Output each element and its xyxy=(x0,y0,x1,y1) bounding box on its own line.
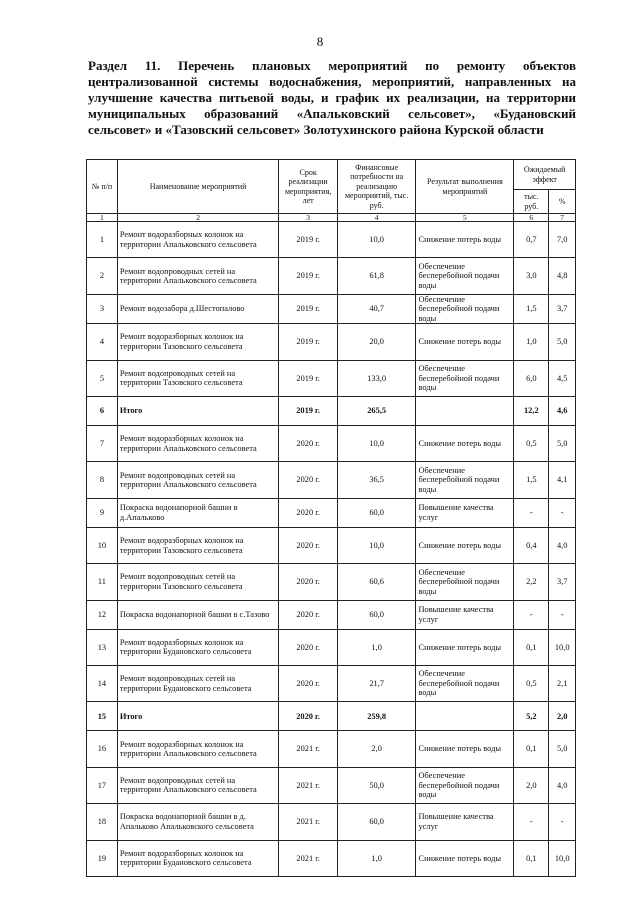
table-total-row xyxy=(87,397,576,426)
measure-cost: 21,7 xyxy=(337,666,416,702)
header-term: Срок реализации мероприятия, лет xyxy=(279,160,337,214)
effect-rub: 0,5 xyxy=(514,666,549,702)
measure-result: Снижение потерь воды xyxy=(416,222,514,258)
measure-term: 2019 г. xyxy=(279,222,337,258)
row-number: 6 xyxy=(87,397,118,426)
measure-name: Ремонт водоразборных колонок на территории Апальковского сельсовета xyxy=(117,222,279,258)
effect-rub: 5,2 xyxy=(514,702,549,731)
measures-table xyxy=(86,159,576,877)
effect-pct: 4,0 xyxy=(549,527,576,563)
measure-term: 2021 г. xyxy=(279,804,337,840)
column-number: 7 xyxy=(549,214,576,222)
table-row xyxy=(87,666,576,702)
table-row xyxy=(87,258,576,294)
table-total-row xyxy=(87,702,576,731)
measure-cost: 265,5 xyxy=(337,397,416,426)
row-number: 4 xyxy=(87,324,118,360)
measure-term: 2020 г. xyxy=(279,527,337,563)
table-row xyxy=(87,804,576,840)
measure-term: 2020 г. xyxy=(279,462,337,498)
measure-term: 2021 г. xyxy=(279,840,337,876)
measure-result: Повышение качества услуг xyxy=(416,600,514,629)
effect-pct: 5,0 xyxy=(549,324,576,360)
row-number: 19 xyxy=(87,840,118,876)
measure-cost: 60,0 xyxy=(337,600,416,629)
measure-cost: 60,6 xyxy=(337,564,416,600)
measure-term: 2019 г. xyxy=(279,397,337,426)
header-effect-rub: тыс. руб. xyxy=(514,190,549,214)
measure-result xyxy=(416,397,514,426)
header-num: № п/п xyxy=(87,160,118,214)
row-number: 7 xyxy=(87,426,118,462)
measure-term: 2021 г. xyxy=(279,767,337,803)
measure-term: 2020 г. xyxy=(279,564,337,600)
measure-result: Обеспечение бесперебойной подачи воды xyxy=(416,294,514,324)
effect-rub: - xyxy=(514,804,549,840)
table-row xyxy=(87,222,576,258)
effect-rub: 0,1 xyxy=(514,840,549,876)
table-row xyxy=(87,498,576,527)
effect-pct: - xyxy=(549,600,576,629)
header-result: Результат выполнения мероприятий xyxy=(416,160,514,214)
measure-name: Ремонт водоразборных колонок на территории Апальковского сельсовета xyxy=(117,426,279,462)
measure-cost: 50,0 xyxy=(337,767,416,803)
measure-term: 2020 г. xyxy=(279,426,337,462)
measure-name: Ремонт водоразборных колонок на территории Тазовского сельсовета xyxy=(117,324,279,360)
measure-name: Ремонт водопроводных сетей на территории Апальковского сельсовета xyxy=(117,767,279,803)
measure-result: Обеспечение бесперебойной подачи воды xyxy=(416,666,514,702)
measure-term: 2020 г. xyxy=(279,702,337,731)
column-number: 6 xyxy=(514,214,549,222)
measure-result: Обеспечение бесперебойной подачи воды xyxy=(416,360,514,396)
row-number: 1 xyxy=(87,222,118,258)
table-row xyxy=(87,600,576,629)
section-title: Раздел 11. Перечень плановых мероприятий по ремонту объектов централизованной системы водоснабжения, мероприятий, направленных на улучшение качества питьевой воды, и график их реализации, на территории муниципальных образований «Апальковский сельсовет», «Будановский сельсовет» и «Тазовский сельсовет» Золотухинского района Курской области xyxy=(88,58,576,137)
measure-term: 2019 г. xyxy=(279,258,337,294)
measure-name: Ремонт водоразборных колонок на территории Тазовского сельсовета xyxy=(117,527,279,563)
measure-cost: 10,0 xyxy=(337,527,416,563)
measure-term: 2020 г. xyxy=(279,498,337,527)
effect-rub: 0,7 xyxy=(514,222,549,258)
measure-name: Ремонт водоразборных колонок на территории Будановского сельсовета xyxy=(117,629,279,665)
measure-cost: 10,0 xyxy=(337,222,416,258)
column-number: 2 xyxy=(117,214,279,222)
measure-name: Ремонт водопроводных сетей на территории Тазовского сельсовета xyxy=(117,564,279,600)
row-number: 3 xyxy=(87,294,118,324)
measure-cost: 259,8 xyxy=(337,702,416,731)
measure-name: Ремонт водоразборных колонок на территории Будановского сельсовета xyxy=(117,840,279,876)
effect-pct: 5,0 xyxy=(549,731,576,767)
measure-result: Обеспечение бесперебойной подачи воды xyxy=(416,462,514,498)
effect-rub: 6,0 xyxy=(514,360,549,396)
effect-rub: 1,0 xyxy=(514,324,549,360)
effect-pct: 3,7 xyxy=(549,564,576,600)
measure-name: Итого xyxy=(117,702,279,731)
header-effect: Ожидаемый эффект xyxy=(514,160,576,190)
measure-result: Обеспечение бесперебойной подачи воды xyxy=(416,564,514,600)
effect-pct: 4,0 xyxy=(549,767,576,803)
measure-result: Повышение качества услуг xyxy=(416,804,514,840)
measure-cost: 1,0 xyxy=(337,840,416,876)
table-row xyxy=(87,360,576,396)
measure-name: Покраска водонапорной башни в д. Апальково Апальковского сельсовета xyxy=(117,804,279,840)
measure-result: Снижение потерь воды xyxy=(416,324,514,360)
effect-rub: 0,4 xyxy=(514,527,549,563)
column-number: 5 xyxy=(416,214,514,222)
measure-result: Снижение потерь воды xyxy=(416,527,514,563)
measure-term: 2019 г. xyxy=(279,294,337,324)
table-row xyxy=(87,426,576,462)
header-effect-pct: % xyxy=(549,190,576,214)
effect-rub: 2,0 xyxy=(514,767,549,803)
measure-name: Итого xyxy=(117,397,279,426)
effect-rub: 3,0 xyxy=(514,258,549,294)
measure-result: Повышение качества услуг xyxy=(416,498,514,527)
measure-result: Снижение потерь воды xyxy=(416,426,514,462)
effect-rub: 1,5 xyxy=(514,294,549,324)
measure-name: Ремонт водопроводных сетей на территории Тазовского сельсовета xyxy=(117,360,279,396)
effect-rub: 0,1 xyxy=(514,731,549,767)
measure-term: 2019 г. xyxy=(279,360,337,396)
row-number: 11 xyxy=(87,564,118,600)
effect-pct: 4,6 xyxy=(549,397,576,426)
header-name: Наименование мероприятий xyxy=(117,160,279,214)
effect-rub: 12,2 xyxy=(514,397,549,426)
measure-result: Снижение потерь воды xyxy=(416,731,514,767)
table-row xyxy=(87,324,576,360)
table-row xyxy=(87,462,576,498)
effect-pct: 5,0 xyxy=(549,426,576,462)
table-row xyxy=(87,840,576,876)
row-number: 15 xyxy=(87,702,118,731)
row-number: 8 xyxy=(87,462,118,498)
measure-cost: 60,0 xyxy=(337,498,416,527)
measure-result: Обеспечение бесперебойной подачи воды xyxy=(416,767,514,803)
measure-cost: 60,0 xyxy=(337,804,416,840)
effect-pct: - xyxy=(549,498,576,527)
measure-term: 2020 г. xyxy=(279,629,337,665)
measure-term: 2020 г. xyxy=(279,600,337,629)
effect-rub: - xyxy=(514,498,549,527)
effect-pct: 4,8 xyxy=(549,258,576,294)
measure-term: 2020 г. xyxy=(279,666,337,702)
column-number: 3 xyxy=(279,214,337,222)
row-number: 9 xyxy=(87,498,118,527)
row-number: 10 xyxy=(87,527,118,563)
effect-pct: 3,7 xyxy=(549,294,576,324)
measure-result: Снижение потерь воды xyxy=(416,840,514,876)
column-number: 4 xyxy=(337,214,416,222)
measure-name: Ремонт водопроводных сетей на территории Апальковского сельсовета xyxy=(117,462,279,498)
row-number: 17 xyxy=(87,767,118,803)
row-number: 18 xyxy=(87,804,118,840)
effect-rub: 2,2 xyxy=(514,564,549,600)
effect-pct: 2,0 xyxy=(549,702,576,731)
effect-pct: 4,5 xyxy=(549,360,576,396)
page-number: 8 xyxy=(316,34,324,49)
effect-pct: 2,1 xyxy=(549,666,576,702)
table-row xyxy=(87,294,576,324)
measure-cost: 20,0 xyxy=(337,324,416,360)
row-number: 2 xyxy=(87,258,118,294)
row-number: 5 xyxy=(87,360,118,396)
row-number: 12 xyxy=(87,600,118,629)
measure-name: Ремонт водоразборных колонок на территории Апальковского сельсовета xyxy=(117,731,279,767)
effect-pct: 10,0 xyxy=(549,629,576,665)
measure-term: 2021 г. xyxy=(279,731,337,767)
measure-cost: 36,5 xyxy=(337,462,416,498)
measure-cost: 2,0 xyxy=(337,731,416,767)
effect-pct: - xyxy=(549,804,576,840)
row-number: 14 xyxy=(87,666,118,702)
effect-rub: 0,5 xyxy=(514,426,549,462)
effect-rub: 1,5 xyxy=(514,462,549,498)
row-number: 13 xyxy=(87,629,118,665)
measure-result: Снижение потерь воды xyxy=(416,629,514,665)
table-row xyxy=(87,527,576,563)
table-row xyxy=(87,629,576,665)
measure-result xyxy=(416,702,514,731)
measure-cost: 40,7 xyxy=(337,294,416,324)
measure-cost: 10,0 xyxy=(337,426,416,462)
measure-term: 2019 г. xyxy=(279,324,337,360)
effect-rub: - xyxy=(514,600,549,629)
measure-name: Покраска водонапорной башни в с.Тазово xyxy=(117,600,279,629)
measure-cost: 133,0 xyxy=(337,360,416,396)
effect-pct: 4,1 xyxy=(549,462,576,498)
table-row xyxy=(87,564,576,600)
row-number: 16 xyxy=(87,731,118,767)
table-row xyxy=(87,767,576,803)
table-row xyxy=(87,731,576,767)
effect-pct: 7,0 xyxy=(549,222,576,258)
measure-name: Ремонт водопроводных сетей на территории Апальковского сельсовета xyxy=(117,258,279,294)
table-body xyxy=(87,222,576,877)
measure-name: Ремонт водопроводных сетей на территории Будановского сельсовета xyxy=(117,666,279,702)
header-finance: Финансовые потребности на реализацию мероприятий, тыс. руб. xyxy=(337,160,416,214)
measure-name: Ремонт водозабора д.Шестопалово xyxy=(117,294,279,324)
effect-rub: 0,1 xyxy=(514,629,549,665)
measure-name: Покраска водонапорной башни в д.Апальково xyxy=(117,498,279,527)
measure-cost: 1,0 xyxy=(337,629,416,665)
effect-pct: 10,0 xyxy=(549,840,576,876)
measure-result: Обеспечение бесперебойной подачи воды xyxy=(416,258,514,294)
column-number: 1 xyxy=(87,214,118,222)
measure-cost: 61,8 xyxy=(337,258,416,294)
